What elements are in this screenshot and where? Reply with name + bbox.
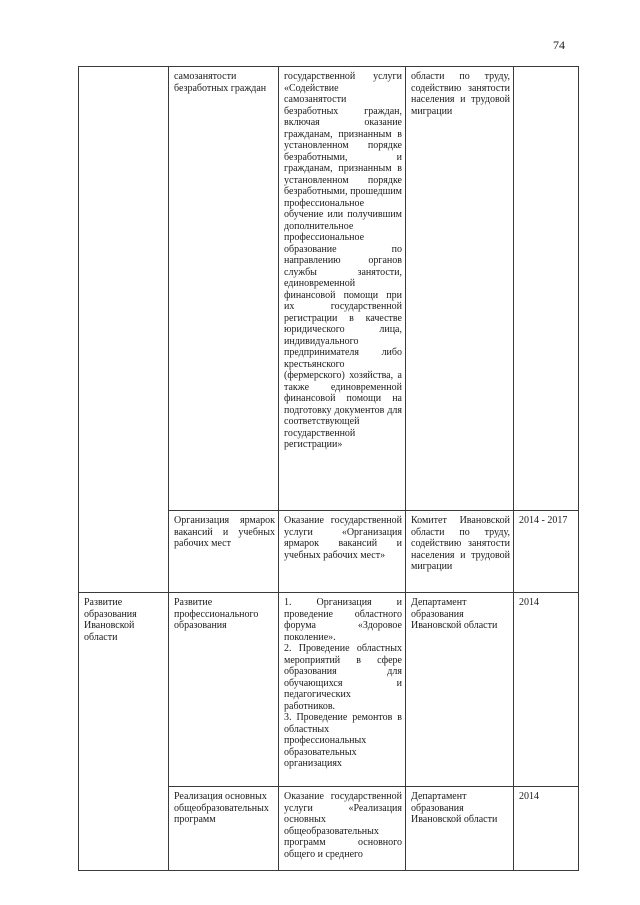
period-cell: 2014 xyxy=(514,593,579,787)
table-row xyxy=(79,593,579,787)
activity-cell: Реализация основных общеобразовательных программ xyxy=(169,787,279,871)
service-cell xyxy=(279,511,406,593)
page-number: 74 xyxy=(553,38,565,52)
service-item: 1. Организация и проведение областного форума «Здоровое поколение». xyxy=(284,597,402,643)
program-table xyxy=(78,66,579,871)
service-text: Оказание государственной услуги «Реализация основных общеобразовательных программ основного общего и среднего xyxy=(284,791,402,860)
table-row xyxy=(79,67,579,511)
service-item: 3. Проведение ремонтов в областных профессиональных образовательных организациях xyxy=(284,712,402,769)
area-cell xyxy=(79,67,169,593)
service-cell xyxy=(279,787,406,871)
service-item: 2. Проведение областных мероприятий в сфере образования для обучающихся и педагогических работников. xyxy=(284,643,402,712)
executor-cell: Департамент образования Ивановской области xyxy=(406,593,514,787)
executor-cell: Департамент образования Ивановской области xyxy=(406,787,514,871)
service-text: Оказание государственной услуги «Организация ярмарок вакансий и учебных рабочих мест» xyxy=(284,515,402,561)
activity-cell: самозанятости безработных граждан xyxy=(169,67,279,511)
service-cell xyxy=(279,67,406,511)
activity-cell: Организация ярмарок вакансий и учебных рабочих мест xyxy=(169,511,279,593)
area-cell: Развитие образования Ивановской области xyxy=(79,593,169,871)
period-cell: 2014 xyxy=(514,787,579,871)
period-cell xyxy=(514,67,579,511)
service-text: государственной услуги «Содействие самозанятости безработных граждан, включая оказание гражданам, признанным в установленном порядке безработными, и гражданам, признанным в установленном порядке безработными, прошедшим профессиональное обучение или получившим дополнительное профессиональное образование по направлению органов службы занятости, единовременной финансовой помощи при их государственной регистрации в качестве юридического лица, индивидуального предпринимателя либо крестьянского (фермерского) хозяйства, а также единовременной финансовой помощи на подготовку документов для соответствующей государственной регистрации» xyxy=(284,71,402,450)
executor-cell: Комитет Ивановской области по труду, содействию занятости населения и трудовой миграции xyxy=(406,511,514,593)
period-cell: 2014 - 2017 xyxy=(514,511,579,593)
service-cell xyxy=(279,593,406,787)
executor-cell: области по труду, содействию занятости населения и трудовой миграции xyxy=(406,67,514,511)
activity-cell: Развитие профессионального образования xyxy=(169,593,279,787)
